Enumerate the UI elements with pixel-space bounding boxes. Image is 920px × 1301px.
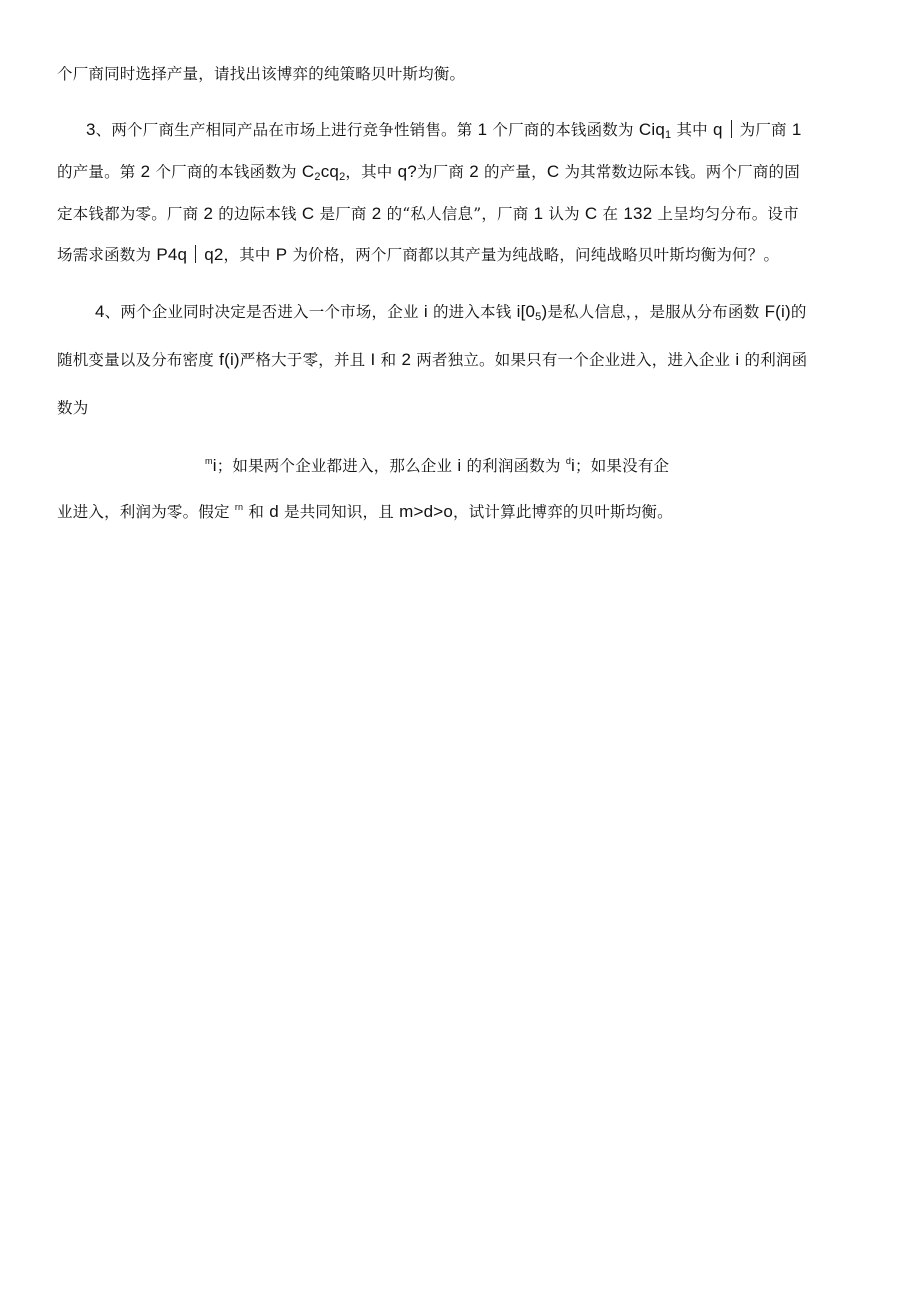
text: 是共同知识，且 — [284, 503, 394, 521]
formula: I — [370, 350, 376, 369]
text: 是厂商 — [319, 205, 367, 223]
text: ，其中 — [345, 163, 393, 181]
formula: P — [275, 245, 288, 264]
text: 为价格，两个厂商都以其产量为纯战略，问纯战略贝叶斯均衡为何？。 — [292, 246, 780, 264]
text: 其中 — [676, 121, 708, 139]
text: 定本钱都为零。厂商 — [57, 205, 199, 223]
formula: cq — [320, 162, 340, 181]
paragraph-line — [57, 64, 465, 84]
text: 个厂商同时选择产量，请找出该博弈的纯策略贝叶斯均衡。 — [57, 65, 466, 83]
text: 2 — [371, 204, 382, 223]
formula: q? — [397, 162, 417, 181]
subscript: 2 — [339, 171, 346, 183]
text: 和 — [248, 503, 265, 521]
text: 、两个企业同时决定是否进入一个市场，企业 — [104, 303, 419, 321]
text: ，试计算此博弈的贝叶斯均衡。 — [453, 503, 673, 521]
problem-4-line-4 — [205, 451, 669, 476]
superscript: m — [205, 456, 213, 466]
text: 场需求函数为 — [57, 246, 152, 264]
formula: i — [571, 456, 576, 475]
formula: d — [269, 502, 279, 521]
formula: C — [301, 162, 315, 181]
text: ；如果没有企 — [575, 457, 670, 475]
problem-4-line-5 — [57, 497, 673, 522]
text: 为厂商 — [739, 121, 787, 139]
subscript: 5 — [535, 311, 542, 323]
problem-3-line-3 — [57, 204, 799, 224]
problem-3-line-2 — [57, 162, 800, 187]
formula: i — [457, 456, 462, 475]
superscript: rn — [234, 502, 244, 512]
formula: i[0 — [516, 302, 536, 321]
text: 、两个厂商生产相同产品在市场上进行竞争性销售。第 — [95, 121, 473, 139]
superscript: d — [565, 456, 572, 466]
text: 的利润函 — [744, 351, 808, 369]
text: 是私人信息，，是服从分布函数 — [547, 303, 760, 321]
problem-number: 3 — [86, 120, 96, 139]
problem-number: 4 — [95, 302, 105, 321]
subscript: 1 — [664, 129, 672, 141]
formula: ) — [541, 302, 548, 321]
text: 的进入本钱 — [432, 303, 512, 321]
vertical-bar — [195, 245, 196, 263]
text: 数为 — [57, 399, 89, 417]
formula: F(i) — [764, 302, 791, 321]
vertical-bar — [731, 120, 732, 138]
subscript: 2 — [314, 171, 321, 183]
text: 132 — [623, 204, 653, 223]
text: 2 — [203, 204, 214, 223]
text: 业进入，利润为零。假定 — [57, 503, 230, 521]
formula: Ciq — [638, 120, 665, 139]
text: 认为 — [548, 205, 580, 223]
text: 的边际本钱 — [218, 205, 297, 223]
formula: C — [301, 204, 315, 223]
text: 个厂商的本钱函数为 — [155, 163, 297, 181]
problem-3-line-1 — [86, 120, 802, 145]
problem-4-line-2 — [57, 350, 807, 370]
formula: C — [584, 204, 598, 223]
text: 2 — [469, 162, 479, 181]
problem-4-line-1 — [95, 302, 807, 327]
text: 在 — [602, 205, 619, 223]
text: 两者独立。如果只有一个企业进入，进入企业 — [416, 351, 731, 369]
text: ；如果两个企业都进入，那么企业 — [216, 457, 453, 475]
formula: m>d>o — [399, 502, 454, 521]
formula: i — [212, 456, 217, 475]
text: 随机变量以及分布密度 — [57, 351, 215, 369]
formula: i — [423, 302, 428, 321]
text: 和 — [380, 351, 397, 369]
text: 的 — [790, 303, 807, 321]
problem-3-line-4 — [57, 245, 779, 265]
text: 的产量， — [484, 163, 547, 181]
formula: f(i) — [219, 350, 240, 369]
text: 的产量。第 — [57, 163, 136, 181]
problem-4-line-3 — [57, 398, 88, 418]
formula: q — [712, 120, 723, 139]
text: 上呈均匀分布。设市 — [657, 205, 799, 223]
text: 1 — [533, 204, 544, 223]
formula: q2 — [204, 245, 224, 264]
text: 为厂商 — [416, 163, 465, 181]
formula: i — [735, 350, 740, 369]
text: ，其中 — [223, 246, 271, 264]
text: 2 — [140, 162, 151, 181]
text: 严格大于零，并且 — [239, 351, 366, 369]
text: 的利润函数为 — [466, 457, 561, 475]
text: 1 — [477, 120, 488, 139]
text: 个厂商的本钱函数为 — [492, 121, 634, 139]
formula: P4q — [156, 245, 188, 264]
text: 1 — [791, 120, 802, 139]
text: 为其常数边际本钱。两个厂商的固 — [564, 163, 800, 181]
text: 的“私人信息”，厂商 — [386, 205, 529, 223]
formula: C — [546, 162, 560, 181]
text: 2 — [401, 350, 412, 369]
